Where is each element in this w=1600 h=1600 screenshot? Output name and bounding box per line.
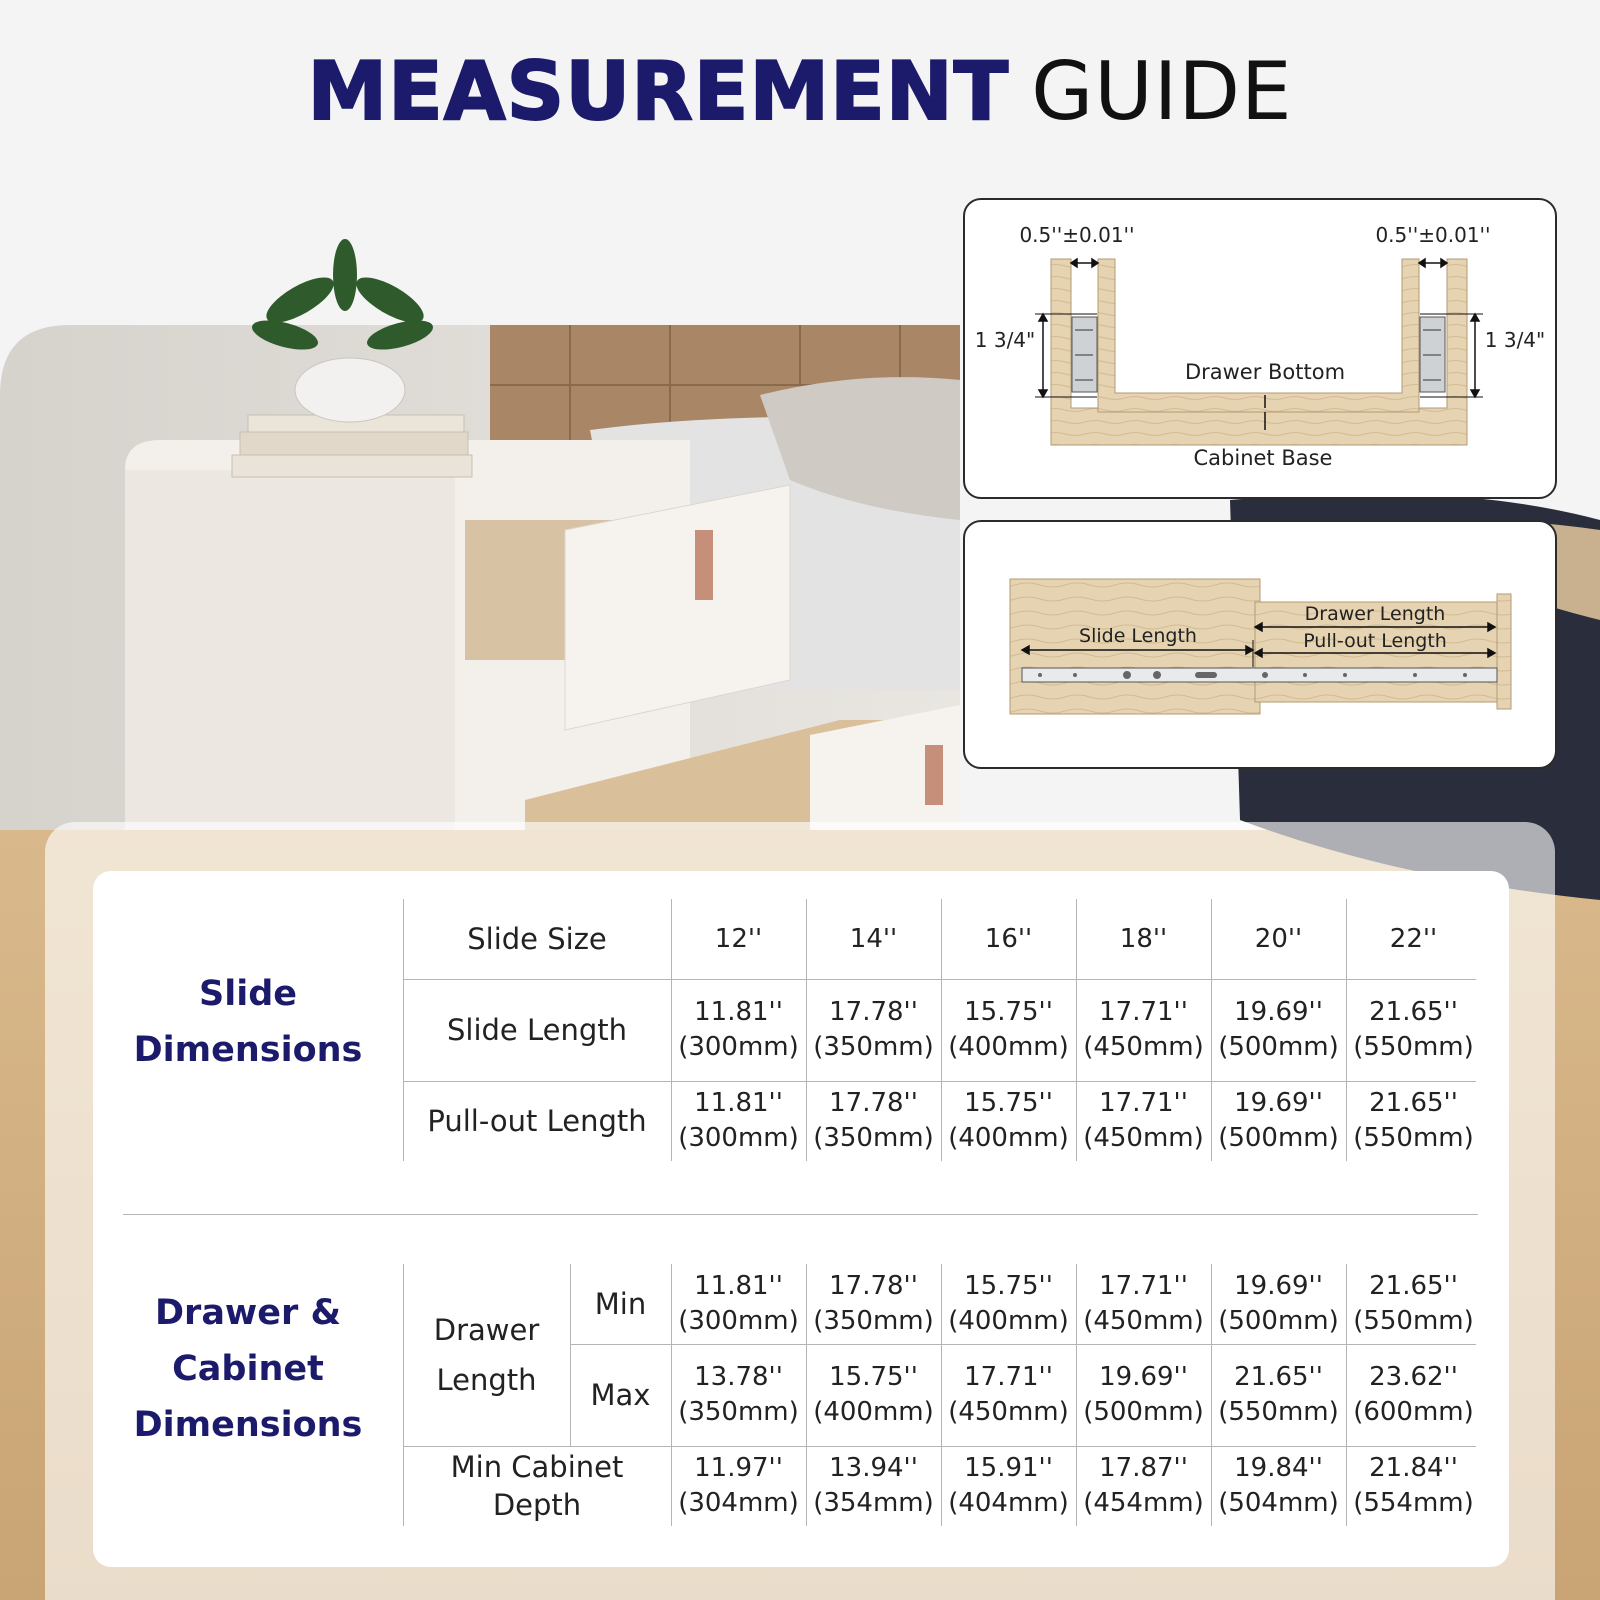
drawer-max-cell: 23.62'' (600mm)	[1353, 1362, 1474, 1427]
slide-length-cell: 15.75'' (400mm)	[948, 997, 1069, 1062]
drawer-min-cell: 17.78'' (350mm)	[813, 1271, 934, 1336]
gap-right-label: 0.5''±0.01''	[1375, 223, 1491, 247]
title-bold: MEASUREMENT	[307, 45, 1010, 138]
cabinet-depth-cell: 11.97'' (304mm)	[678, 1453, 799, 1518]
size-cell: 18''	[1119, 923, 1168, 954]
size-cell: 20''	[1254, 923, 1303, 954]
drawer-min-cell: 11.81'' (300mm)	[678, 1271, 799, 1336]
drawer-max-cell: 21.65'' (550mm)	[1218, 1362, 1339, 1427]
drawer-min-cell: 21.65'' (550mm)	[1353, 1271, 1474, 1336]
cabinet-base-label: Cabinet Base	[1193, 446, 1333, 470]
cabinet-depth-cell: 15.91'' (404mm)	[948, 1453, 1069, 1518]
size-cell: 14''	[849, 923, 898, 954]
row-label-min: Min	[594, 1286, 647, 1321]
drawer-length-label: Drawer Length	[1304, 603, 1446, 625]
pullout-length-cell: 15.75'' (400mm)	[948, 1088, 1069, 1153]
cabinet-depth-cell: 17.87'' (454mm)	[1083, 1453, 1204, 1518]
pullout-length-label: Pull-out Length	[1303, 630, 1447, 652]
drawer-max-cell: 17.71'' (450mm)	[948, 1362, 1069, 1427]
length-diagram	[963, 520, 1557, 769]
row-label-slide-length: Slide Length	[446, 1012, 628, 1047]
pullout-length-cell: 11.81'' (300mm)	[678, 1088, 799, 1153]
gap-left-label: 0.5''±0.01''	[1019, 223, 1135, 247]
cabinet-depth-cell: 13.94'' (354mm)	[813, 1453, 934, 1518]
slide-rail-shape	[1022, 668, 1497, 682]
height-right-label: 1 3/4"	[1484, 328, 1546, 352]
drawer-bottom-label: Drawer Bottom	[1184, 360, 1346, 384]
pullout-length-cell: 17.71'' (450mm)	[1083, 1088, 1204, 1153]
drawer-max-cell: 15.75'' (400mm)	[813, 1362, 934, 1427]
row-label-pullout-length: Pull-out Length	[427, 1103, 647, 1138]
slide-length-cell: 17.78'' (350mm)	[813, 997, 934, 1062]
row-label-max: Max	[590, 1377, 651, 1412]
drawer-min-cell: 17.71'' (450mm)	[1083, 1271, 1204, 1336]
row-label-slide-size: Slide Size	[467, 921, 607, 956]
slide-dimensions-grid	[403, 899, 1476, 1161]
drawer-min-cell: 15.75'' (400mm)	[948, 1271, 1069, 1336]
cabinet-depth-cell: 19.84'' (504mm)	[1218, 1453, 1339, 1518]
page-title	[0, 45, 1600, 138]
size-cell: 22''	[1389, 923, 1438, 954]
drawer-cabinet-grid	[403, 1264, 1476, 1526]
slide-length-label: Slide Length	[1079, 625, 1197, 647]
size-cell: 16''	[984, 923, 1033, 954]
cabinet-depth-cell: 21.84'' (554mm)	[1353, 1453, 1474, 1518]
slide-dimensions-label: Slide Dimensions	[133, 974, 363, 1070]
slide-length-cell: 21.65'' (550mm)	[1353, 997, 1474, 1062]
drawer-min-cell: 19.69'' (500mm)	[1218, 1271, 1339, 1336]
drawer-shape	[1098, 259, 1419, 412]
drawer-max-cell: 13.78'' (350mm)	[678, 1362, 799, 1427]
pullout-length-cell: 19.69'' (500mm)	[1218, 1088, 1339, 1153]
slide-length-cell: 17.71'' (450mm)	[1083, 997, 1204, 1062]
cross-section-diagram	[963, 198, 1557, 499]
row-label-drawer-length: Drawer Length	[433, 1313, 540, 1397]
title-light: GUIDE	[1031, 45, 1293, 138]
slide-length-cell: 19.69'' (500mm)	[1218, 997, 1339, 1062]
drawer-max-cell: 19.69'' (500mm)	[1083, 1362, 1204, 1427]
row-label-min-cabinet-depth: Min Cabinet Depth	[450, 1450, 624, 1522]
drawer-cabinet-dimensions-label: Drawer & Cabinet Dimensions	[133, 1293, 363, 1445]
height-left-label: 1 3/4"	[974, 328, 1036, 352]
size-cell: 12''	[714, 923, 763, 954]
drawer-front-shape	[1497, 594, 1511, 709]
section-divider	[123, 1214, 1478, 1215]
dimensions-table-card	[93, 871, 1509, 1567]
pullout-length-cell: 17.78'' (350mm)	[813, 1088, 934, 1153]
pullout-length-cell: 21.65'' (550mm)	[1353, 1088, 1474, 1153]
slide-length-cell: 11.81'' (300mm)	[678, 997, 799, 1062]
